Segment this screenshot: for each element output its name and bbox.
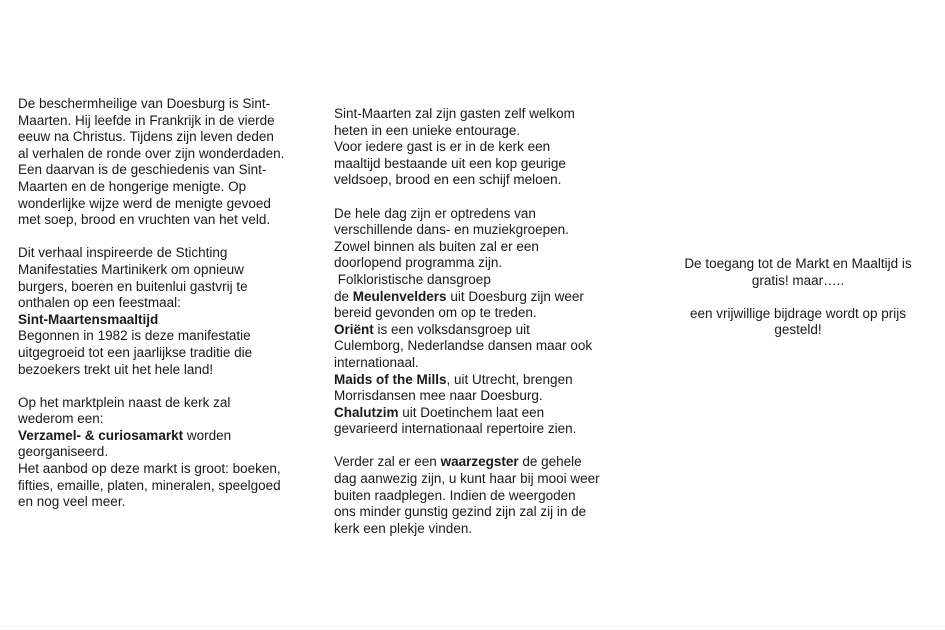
- group-maids: Maids of the Mills: [334, 371, 447, 387]
- intro-paragraph: De beschermheilige van Doesburg is Sint- Maarten. Hij leefde in Frankrijk in de vierde eeuw na Christus. Tijdens zijn leven deden al verhalen de ronde over zijn wonderdaden. Een daarvan is de geschiedenis van Sint- Maarten en de hongerige menigte. Op wonderlijke wijze werd de menigte gevoed met soep, brood en vruchten van het veld.: [18, 96, 285, 228]
- maaltijd-heading: Sint-Maartensmaaltijd: [18, 311, 159, 327]
- toegang-paragraph: De toegang tot de Markt en Maaltijd is gratis! maar…..: [684, 256, 912, 288]
- waarzegster-bold: waarzegster: [440, 454, 519, 470]
- column-middle: [334, 106, 624, 554]
- waarzegster-paragraph: Verder zal er een waarzegster de gehele dag aanwezig zijn, u kunt haar bij mooi weer buiten raadplegen. Indien de weergoden ons minder gunstig gezind zijn zal zij in de kerk een plekje vinden.: [334, 454, 600, 536]
- column-right: [670, 256, 926, 356]
- welkom-paragraph: Sint-Maarten zal zijn gasten zelf welkom heten in een unieke entourage. Voor iedere gast is er in de kerk een maaltijd bestaande uit een kop geurige veldsoep, brood en een schijf meloen.: [334, 106, 575, 188]
- maaltijd-paragraph: Dit verhaal inspireerde de Stichting Manifestaties Martinikerk om opnieuw burgers, boeren en buitenlui gastvrij te onthalen op een feestmaal: Sint-Maartensmaaltijd Begonnen in 1982 is deze manifestatie uitgegroeid tot een jaarlijkse traditie die bezoekers trekt uit het hele land!: [18, 245, 253, 377]
- group-chalutzim: Chalutzim: [334, 404, 399, 420]
- optredens-paragraph: De hele dag zijn er optredens van verschillende dans- en muziekgroepen. Zowel binnen als buiten zal er een doorlopend programma zijn. Folkloristische dansgroep de Meulenvelders uit Doesburg zijn weer bereid gevonden om op te treden. Oriënt is een volksdansgroep uit Culemborg, Nederlandse dansen maar ook internationaal. Maids of the Mills, uit Utrecht, brengen Morrisdansen mee naar Doesburg. Chalutzim uit Doetinchem laat een gevarieerd internationaal repertoire zien.: [334, 205, 593, 437]
- bijdrage-paragraph: een vrijwillige bijdrage wordt op prijs gesteld!: [689, 305, 907, 338]
- group-orient: Oriënt: [334, 321, 374, 337]
- markt-heading: Verzamel- & curiosamarkt: [18, 427, 184, 443]
- group-meulenvelders: Meulenvelders: [352, 288, 447, 304]
- markt-paragraph: Op het marktplein naast de kerk zal wederom een: Verzamel- & curiosamarkt worden georganiseerd. Het aanbod op deze markt is groot: boeken, fifties, emaille, platen, mineralen, speelgoed en nog veel meer.: [18, 394, 281, 510]
- column-left: [18, 96, 300, 527]
- page-edge-divider: [0, 626, 945, 627]
